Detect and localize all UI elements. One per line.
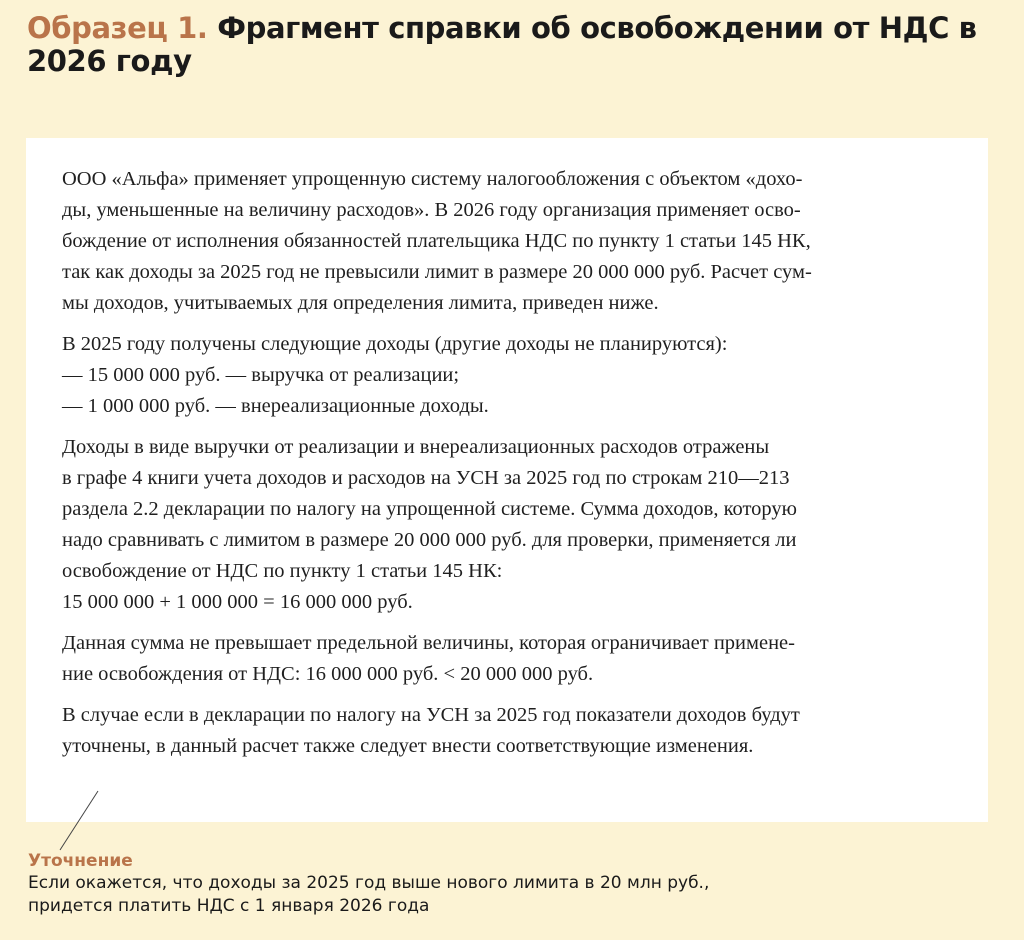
text-line: Доходы в виде выручки от реализации и внереализационных расходов отражены — [62, 436, 770, 458]
text-line: мы доходов, учитываемых для определения лимита, приведен ниже. — [62, 292, 659, 314]
note-text-line: придется платить НДС с 1 января 2026 года — [28, 896, 430, 916]
paragraph-comparison — [62, 628, 948, 690]
text-line: ды, уменьшенные на величину расходов». В 2026 году организация применяет осво- — [62, 199, 801, 221]
text-line: уточнены, в данный расчет также следует внести соответствующие изменения. — [62, 735, 754, 757]
title-prefix: Образец 1. — [27, 11, 208, 45]
clarification-note — [28, 850, 988, 918]
text-line: так как доходы за 2025 год не превысили лимит в размере 20 000 000 руб. Расчет сум- — [62, 261, 812, 283]
document-card — [26, 138, 988, 822]
title-text: Фрагмент справки об освобождении от НДС в 2026 году — [27, 11, 977, 78]
text-line: раздела 2.2 декларации по налогу на упрощенной системе. Сумма доходов, которую — [62, 498, 797, 520]
text-line: в графе 4 книги учета доходов и расходов на УСН за 2025 год по строкам 210—213 — [62, 467, 790, 489]
paragraph-income-list — [62, 329, 948, 422]
note-text-line: Если окажется, что доходы за 2025 год выше нового лимита в 20 млн руб., — [28, 873, 710, 893]
paragraph-clarification — [62, 700, 948, 762]
list-item: — 15 000 000 руб. — выручка от реализации; — [62, 364, 460, 386]
text-line: ООО «Альфа» применяет упрощенную систему налогообложения с объектом «дохо- — [62, 168, 803, 190]
page-title — [27, 12, 987, 78]
note-label: Уточнение — [28, 851, 133, 871]
text-line: В случае если в декларации по налогу на УСН за 2025 год показатели доходов будут — [62, 704, 800, 726]
text-line: Данная сумма не превышает предельной величины, которая ограничивает примене- — [62, 632, 795, 654]
formula-line: 15 000 000 + 1 000 000 = 16 000 000 руб. — [62, 591, 413, 613]
text-line: надо сравнивать с лимитом в размере 20 000 000 руб. для проверки, применяется ли — [62, 529, 797, 551]
list-item: — 1 000 000 руб. — внереализационные доходы. — [62, 395, 489, 417]
text-line: В 2025 году получены следующие доходы (другие доходы не планируются): — [62, 333, 728, 355]
text-line: ние освобождения от НДС: 16 000 000 руб. < 20 000 000 руб. — [62, 663, 594, 685]
paragraph-calculation — [62, 432, 948, 618]
text-line: бождение от исполнения обязанностей плательщика НДС по пункту 1 статьи 145 НК, — [62, 230, 811, 252]
text-line: освобождение от НДС по пункту 1 статьи 145 НК: — [62, 560, 503, 582]
paragraph-intro — [62, 164, 948, 319]
